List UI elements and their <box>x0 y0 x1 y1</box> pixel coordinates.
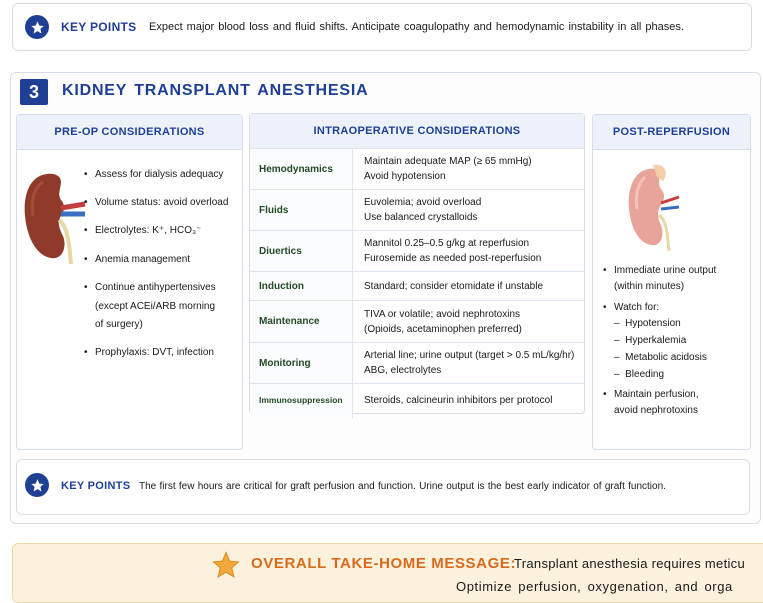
row-label: Induction <box>250 272 353 301</box>
table-row <box>250 301 584 343</box>
take-home-banner <box>12 543 763 603</box>
post-item-continued: (within minutes) <box>614 281 685 292</box>
row-value: Use balanced crystalloids <box>364 212 478 223</box>
star-icon <box>25 473 49 497</box>
preop-item: • Continue antihypertensives <box>95 278 216 297</box>
star-icon <box>25 15 49 39</box>
watch-item: – Hypotension <box>614 318 681 329</box>
post-item: • Maintain perfusion, <box>614 385 699 404</box>
row-label: Fluids <box>250 190 353 231</box>
row-value: (Opioids, acetaminophen preferred) <box>364 323 522 335</box>
post-heading: POST-REPERFUSION <box>593 115 750 150</box>
key-points-top <box>12 3 752 51</box>
row-label: Immunosuppression <box>250 384 353 418</box>
key-points-text: Expect major blood loss and fluid shifts. Anticipate coagulopathy and hemodynamic instability in all phases. <box>149 21 684 33</box>
row-label: Maintenance <box>250 301 353 343</box>
preop-item: • Prophylaxis: DVT, infection <box>95 343 214 362</box>
table-row <box>250 149 584 190</box>
preop-item-continued: (except ACEi/ARB morning <box>95 301 216 312</box>
preop-item: • Anemia management <box>95 250 190 269</box>
row-value: Furosemide as needed post-reperfusion <box>364 253 542 264</box>
key-points-label: KEY POINTS <box>61 20 137 34</box>
row-value: Steroids, calcineurin inhibitors per protocol <box>364 395 553 407</box>
kidney-icon <box>21 170 89 266</box>
key-points-bottom <box>16 459 750 515</box>
row-value: Standard; consider etomidate if unstable <box>364 280 543 292</box>
table-row <box>250 343 584 384</box>
row-value: Maintain adequate MAP (≥ 65 mmHg) <box>364 156 532 167</box>
row-label: Hemodynamics <box>250 149 353 190</box>
gold-star-icon <box>211 550 241 580</box>
watch-item: – Bleeding <box>614 369 665 380</box>
post-item: • Immediate urine output <box>614 261 716 280</box>
take-home-line1: Transplant anesthesia requires meticu <box>514 556 746 571</box>
row-value: Mannitol 0.25–0.5 g/kg at reperfusion <box>364 238 530 249</box>
section-title: KIDNEY TRANSPLANT ANESTHESIA <box>62 82 369 99</box>
take-home-title: OVERALL TAKE-HOME MESSAGE: <box>251 555 517 572</box>
row-label: Monitoring <box>250 343 353 384</box>
post-reperfusion-panel <box>592 114 751 450</box>
preop-heading: PRE-OP CONSIDERATIONS <box>17 115 242 150</box>
row-value: Avoid hypotension <box>364 171 446 182</box>
preop-panel <box>16 114 243 450</box>
table-row <box>250 190 584 231</box>
intraop-heading: INTRAOPERATIVE CONSIDERATIONS <box>250 114 584 149</box>
key-points-text: The first few hours are critical for graft perfusion and function. Urine output is the best early indicator of graft function. <box>139 481 666 492</box>
preop-item-continued: of surgery) <box>95 319 143 330</box>
watch-list <box>614 315 707 383</box>
post-item: • Watch for: <box>614 298 659 317</box>
row-label: Diuertics <box>250 231 353 272</box>
section-number: 3 <box>20 79 48 105</box>
row-value: TIVA or volatile; avoid nephrotoxins <box>364 308 521 320</box>
row-value: ABG, electrolytes <box>364 365 442 376</box>
table-row <box>250 384 584 418</box>
key-points-label: KEY POINTS <box>61 480 131 492</box>
preop-item: • Assess for dialysis adequacy <box>95 165 223 184</box>
preop-item: • Volume status: avoid overload <box>95 193 228 212</box>
watch-item: – Metabolic acidosis <box>614 352 707 363</box>
preop-item: • Electrolytes: K⁺, HCO₃⁻ <box>95 221 201 240</box>
table-row <box>250 272 584 301</box>
post-item-continued: avoid nephrotoxins <box>614 405 698 416</box>
row-value: Arterial line; urine output (target > 0.5 mL/kg/hr) <box>364 350 575 361</box>
table-row <box>250 231 584 272</box>
take-home-line2: Optimize perfusion, oxygenation, and orga <box>456 579 733 594</box>
transplant-kidney-icon <box>623 163 683 253</box>
intraop-panel <box>249 113 585 414</box>
intraop-table <box>250 148 584 418</box>
row-value: Euvolemia; avoid overload <box>364 197 482 208</box>
watch-item: – Hyperkalemia <box>614 335 687 346</box>
